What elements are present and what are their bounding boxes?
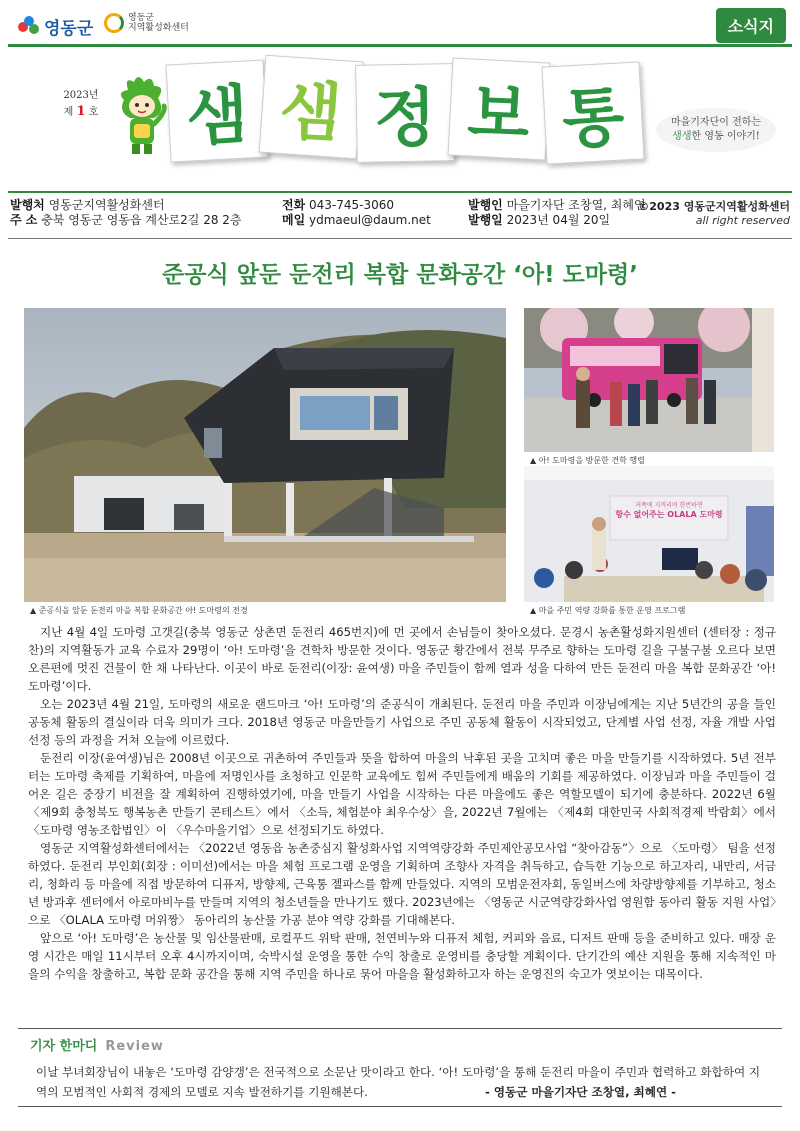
mail-label: 메일	[282, 213, 306, 227]
address-value: 충북 영동군 영동읍 계산로2길 28 2층	[41, 213, 242, 227]
phone-value: 043-745-3060	[309, 198, 395, 212]
slogan-line1: 마을기자단이 전하는	[670, 117, 762, 128]
issuer-value: 마을기자단 조창열, 최혜연	[506, 198, 646, 212]
yeongdong-logo-text: 영동군	[44, 19, 94, 39]
article-paragraph-1: 지난 4월 4일 도마령 고갯길(충북 영동군 상촌면 둔전리 465번지)에 먼 곳에서 손님들이 찾아오셨다. 문경시 농촌활성화지원센터 (센터장 : 정규찬)의 지역활동가 교육 수료자 29명이 ‘아! 도마령’을 견학차 방문한 것이다. 영동군 황간에서 전북 무주로 향하는 도마령 길을 구불구불 오르다 보면 오른편에 멋진 건물이 한 채 나타난다. 이곳이 바로 둔전리(이장: 윤여생) 마을 주민들이 함께 열과 성을 다하여 만든 둔전리 마을 복합 문화공간 ‘아! 도마령’이다.	[28, 625, 776, 693]
main-photo	[24, 308, 506, 602]
title-char-2: 샘	[277, 73, 344, 153]
review-title-en: Review	[105, 1039, 164, 1054]
article-paragraph-2: 오는 2023년 4월 21일, 도마령의 새로운 랜드마크 ‘아! 도마령’의 준공식이 개최된다. 둔전리 마을 주민과 이장님에게는 지난 5년간의 공을 들인 공동체 활동의 결실이라 더욱 의미가 크다. 2018년 영동군 마을만들기 사업으로 주민 공동체 활동이 시작되었고, 단계별 사업 선정, 자율 개발 사업 선정 등의 과정을 거쳐 오늘에 이르렀다.	[28, 697, 776, 747]
review-signature: - 영동군 마을기자단 조창열, 최혜연 -	[484, 1085, 676, 1099]
title-card-5	[542, 62, 645, 165]
title-card-1	[166, 60, 269, 163]
title-card-2	[259, 55, 364, 160]
banner-line2: 항수 없어주는 OLALA 도마령	[615, 510, 723, 519]
article-paragraph-4: 영동군 지역활성화센터에서는 〈2022년 영동읍 농촌중심지 활성화사업 지역역량강화 주민제안공모사업 “찾아감동”〉으로 〈도마령〉 팀을 선정하였다. 둔전리 부인회(회장 : 이미선)에서는 마을 체험 프로그램 운영을 기획하며 조향사 자격을 취득하고, 습득한 기능으로 하고자리, 내만리, 서금리, 청화리 등 마을에 직접 방문하여 디퓨저, 방향제, 근육통 젤파스를 함께 만들었다. 지역의 모범운전자회, 동일버스에 차량방향제를 기부하고, 청소년 방과후 센터에서 아로마비누를 만들며 지역의 청소년들을 만나기도 했다. 2023년에는 〈영동군 시군역량강화사업 영원함 동아리 활동 지원 사업〉으로 〈OLALA 도마령 머위짱〉 동아리의 농산물 가공 분야 역량 강화를 기대해본다.	[28, 841, 776, 927]
title-char-5: 통	[560, 80, 627, 158]
visit-photo	[524, 308, 774, 452]
issuer-block	[468, 198, 646, 228]
banner-line1: 저쪽에 지꺼리며 한번하면	[635, 502, 703, 509]
date-value: 2023년 04월 20일	[506, 213, 611, 227]
review-title	[30, 1035, 164, 1054]
article-body	[28, 623, 776, 983]
slogan-line2: 한 영동 이야기!	[691, 131, 760, 142]
info-divider	[8, 238, 792, 239]
visit-photo-caption: ▲ 아! 도마령을 방문한 견학 행렬	[530, 456, 645, 465]
center-logo-icon	[104, 13, 124, 33]
date-label: 발행일	[468, 213, 503, 227]
class-photo	[524, 466, 774, 602]
slogan-bubble	[656, 108, 776, 152]
issue-suffix: 호	[88, 107, 99, 118]
review-title-ko: 기자 한마디	[30, 1039, 98, 1054]
bus-visit-photo	[524, 308, 774, 452]
title-card-4	[448, 58, 551, 161]
masthead-divider	[8, 191, 792, 193]
rights: all right reserved	[695, 214, 790, 227]
slogan-highlight: 생생	[672, 131, 692, 142]
yeongdong-logo-icon	[18, 16, 40, 38]
title-card-3	[355, 63, 455, 163]
publisher-block	[10, 198, 242, 228]
program-photo	[524, 466, 774, 602]
title-char-3: 정	[373, 81, 437, 157]
publisher-value: 영동군지역활성화센터	[48, 198, 165, 212]
mail-value: ydmaeul@daum.net	[309, 213, 431, 227]
title-char-1: 샘	[184, 78, 251, 156]
center-logo-line1: 영동군	[128, 13, 155, 23]
program-photo-caption: ▲ 마을 주민 역량 강화를 통한 운영 프로그램	[530, 606, 686, 615]
issue-year: 2023년	[63, 90, 99, 101]
address-label: 주 소	[10, 213, 38, 227]
section-tag: 소식지	[716, 8, 786, 43]
issue-prefix: 제	[63, 107, 74, 118]
review-text-block	[36, 1062, 766, 1102]
center-logo-line2: 지역활성화센터	[128, 23, 189, 33]
center-logo	[104, 13, 189, 33]
issue-number: 1	[76, 104, 86, 119]
phone-label: 전화	[282, 198, 306, 212]
main-photo-caption: ▲ 준공식을 앞둔 둔전리 마을 복합 문화공간 아! 도마령의 전경	[30, 606, 248, 615]
article-headline: 준공식 앞둔 둔전리 복합 문화공간 ‘아! 도마령’	[162, 262, 638, 288]
copyright: ©2023 영동군지역활성화센터	[638, 200, 790, 213]
review-text: 이날 부녀회장님이 내놓은 ‘도마령 감양갱’은 전국적으로 소문난 맛이라고 한다. ‘아! 도마령’을 통해 둔전리 마을이 주민과 협력하고 화합하여 지역의 모범적인 사회적 경제의 모델로 지속 발전하기를 기원해본다.	[36, 1065, 761, 1099]
contact-block	[282, 198, 431, 228]
review-top-divider	[18, 1028, 782, 1029]
article-paragraph-5: 앞으로 ‘아! 도마령’은 농산물 및 임산물판매, 로컬푸드 위탁 판매, 천연비누와 디퓨저 체험, 커피와 음료, 디저트 판매 등을 준비하고 있다. 매장 운영 시간은 매일 11시부터 오후 4시까지이며, 숙박시설 운영을 통한 수익 창출로 운영비를 충당할 계획이다. 단기간의 예산 지원을 통해 지속적인 마을의 수익을 창출하고, 복합 문화 공간을 통해 지역 주민을 하나로 묶어 마을을 활성화하고자 하는 운영진의 숙고가 엿보이는 대목이다.	[28, 931, 776, 981]
building-photo	[24, 308, 506, 602]
mascot-illustration	[114, 72, 170, 156]
title-char-4: 보	[465, 76, 532, 154]
issuer-label: 발행인	[468, 198, 503, 212]
yeongdong-logo	[18, 14, 93, 39]
publisher-label: 발행처	[10, 198, 45, 212]
issue-info	[48, 88, 114, 121]
article-paragraph-3: 둔전리 이장(윤여생)님은 2008년 이곳으로 귀촌하여 주민들과 뜻을 합하여 마을의 낙후된 곳을 고치며 좋은 마을 만들기를 시작하였다. 5년 전부터는 도마령 축제를 기획하여, 마을에 저명인사를 초청하고 인문학 교육에도 힘써 주민들에게 배움의 기회를 제공하였다. 이장님과 마을 주민들이 걸어온 길은 중장기 비전을 잘 계획하여 진행하였기에, 마을 만들기 사업을 시작하는 다른 마을에도 좋은 역할모델이 되기에 충분하다. 2022년 6월 〈제9회 충청북도 행복농촌 만들기 콘테스트〉에서 〈소득, 체험분야 최우수상〉을, 2022년 7월에는 〈제4회 대한민국 사회적경제 박람회〉에서 〈도마령 영농조합법인〉이 〈우수마을기업〉으로 선정되기도 하였다.	[28, 751, 776, 837]
review-bottom-divider	[18, 1106, 782, 1107]
copyright-block	[638, 200, 790, 228]
top-divider	[8, 44, 792, 47]
